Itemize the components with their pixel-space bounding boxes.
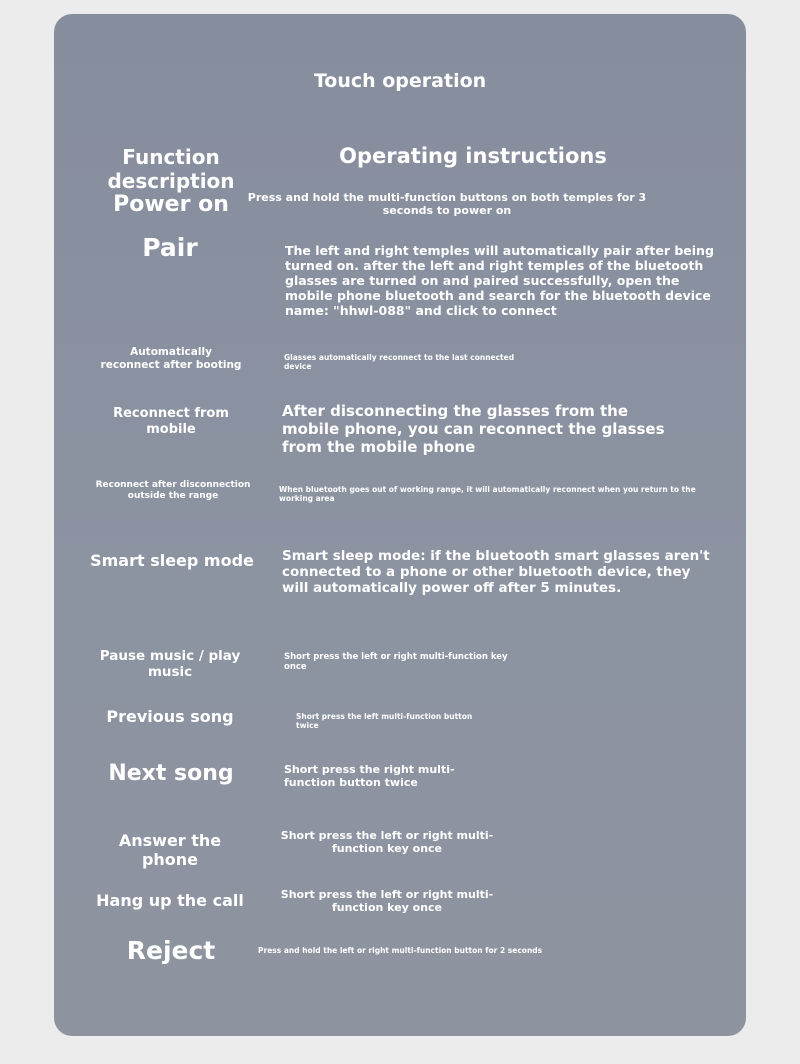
instruction-reject: Press and hold the left or right multi-function button for 2 seconds [258,946,543,955]
function-previous-song: Previous song [106,707,234,726]
instruction-answer-phone: Short press the left or right multi-function key once [280,829,494,856]
instruction-next-song: Short press the right multi-function button twice [284,763,455,790]
function-pair: Pair [142,233,198,262]
function-smart-sleep: Smart sleep mode [90,551,254,570]
function-next-song: Next song [108,761,234,786]
function-pause-play: Pause music / play music [99,648,241,681]
page-title: Touch operation [313,70,487,92]
instruction-power-on: Press and hold the multi-function buttons on both temples for 3 seconds to power on [247,191,647,218]
function-auto-reconnect: Automatically reconnect after booting [100,346,242,371]
function-hang-up: Hang up the call [96,891,244,910]
instruction-pause-play: Short press the left or right multi-function key once [284,652,508,673]
function-reject: Reject [126,936,216,965]
function-reconnect-mobile: Reconnect from mobile [113,406,229,437]
instruction-reconnect-range: When bluetooth goes out of working range, it will automatically reconnect when you return to the working area [279,485,696,503]
instruction-smart-sleep: Smart sleep mode: if the bluetooth smart glasses aren't connected to a phone or other bluetooth device, they will automatically power off after 5 minutes. [282,548,710,597]
function-answer-phone: Answer the phone [118,831,222,870]
instruction-auto-reconnect: Glasses automatically reconnect to the last connected device [284,353,515,371]
instruction-pair: The left and right temples will automatically pair after being turned on. after the left and right temples of the bluetooth glasses are turned on and paired successfully, open the mobile phone bluetooth and search for the bluetooth device name: "hhwl-088" and click to connect [285,243,714,318]
function-column-header: Function description [107,145,235,193]
instruction-hang-up: Short press the left or right multi-function key once [280,888,494,915]
function-power-on: Power on [113,192,229,217]
instruction-reconnect-mobile: After disconnecting the glasses from the mobile phone, you can reconnect the glasses from the mobile phone [282,402,665,456]
operating-column-header: Operating instructions [339,144,607,168]
instruction-previous-song: Short press the left multi-function button twice [296,712,473,730]
function-reconnect-range: Reconnect after disconnection outside the range [95,480,251,501]
